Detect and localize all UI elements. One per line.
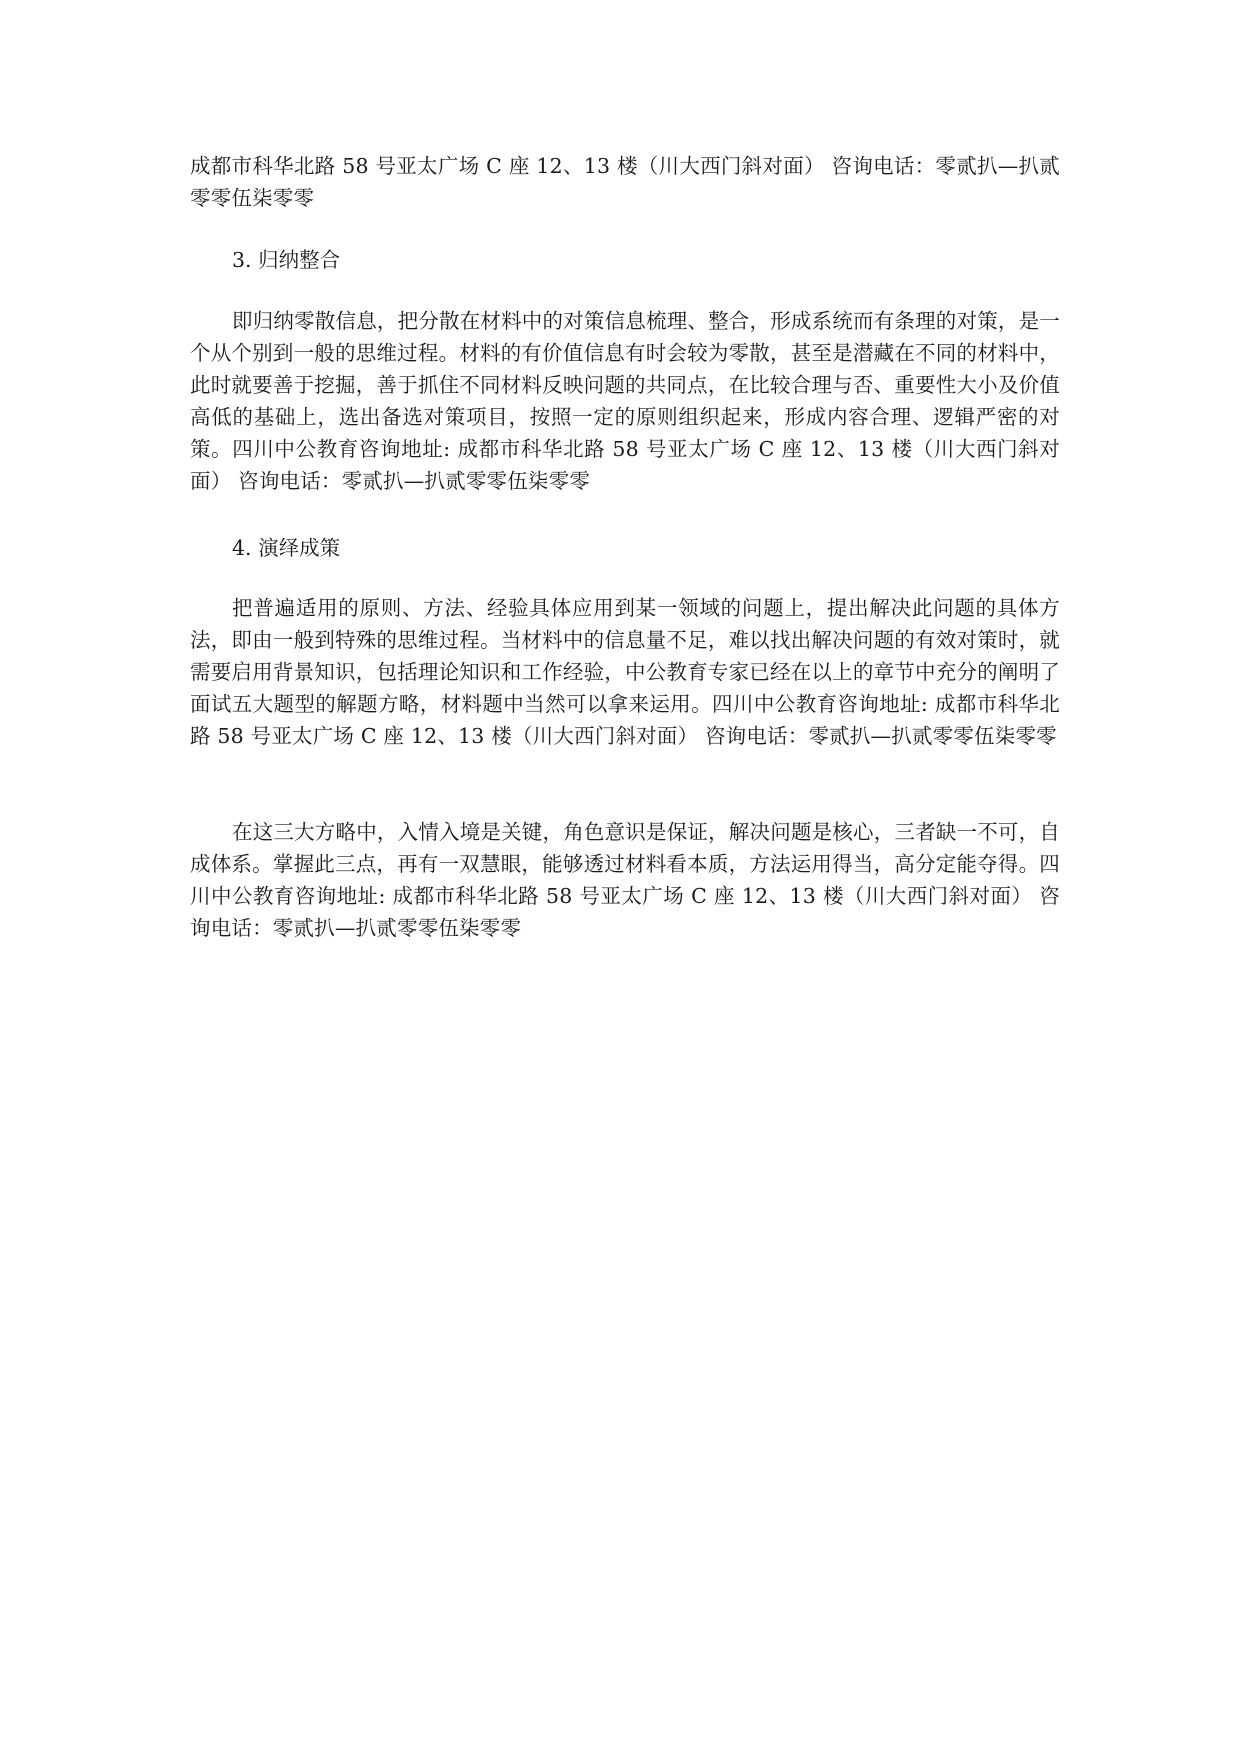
section-heading-4: 4. 演绎成策 [232,536,341,560]
section-heading-3: 3. 归纳整合 [232,248,341,272]
paragraph-summary: 在这三大方略中，入情入境是关键，角色意识是保证，解决问题是核心，三者缺一不可，自成体系。掌握此三点，再有一双慧眼，能够透过材料看本质，方法运用得当，高分定能夺得。四川中公教育咨询地址: 成都市科华北路 58 号亚太广场 C 座 12、13 楼（川大西门斜对面） 咨询电话：零贰扒—扒贰零零伍柒零零 [190,820,1060,940]
paragraph-induction: 即归纳零散信息，把分散在材料中的对策信息梳理、整合，形成系统而有条理的对策，是一个从个别到一般的思维过程。材料的有价值信息有时会较为零散，甚至是潜藏在不同的材料中，此时就要善于挖掘，善于抓住不同材料反映问题的共同点，在比较合理与否、重要性大小及价值高低的基础上，选出备选对策项目，按照一定的原则组织起来，形成内容合理、逻辑严密的对策。四川中公教育咨询地址: 成都市科华北路 58 号亚太广场 C 座 12、13 楼（川大西门斜对面） 咨询电话：零贰扒—扒贰零零伍柒零零 [190,309,1060,493]
paragraph-deduction: 把普遍适用的原则、方法、经验具体应用到某一领域的问题上，提出解决此问题的具体方法，即由一般到特殊的思维过程。当材料中的信息量不足，难以找出解决问题的有效对策时，就需要启用背景知识，包括理论知识和工作经验，中公教育专家已经在以上的章节中充分的阐明了面试五大题型的解题方略，材料题中当然可以拿来运用。四川中公教育咨询地址: 成都市科华北路 58 号亚太广场 C 座 12、13 楼（川大西门斜对面） 咨询电话：零贰扒—扒贰零零伍柒零零 [190,596,1060,748]
paragraph-contact-continuation: 成都市科华北路 58 号亚太广场 C 座 12、13 楼（川大西门斜对面） 咨询电话：零贰扒—扒贰零零伍柒零零 [190,154,1060,210]
